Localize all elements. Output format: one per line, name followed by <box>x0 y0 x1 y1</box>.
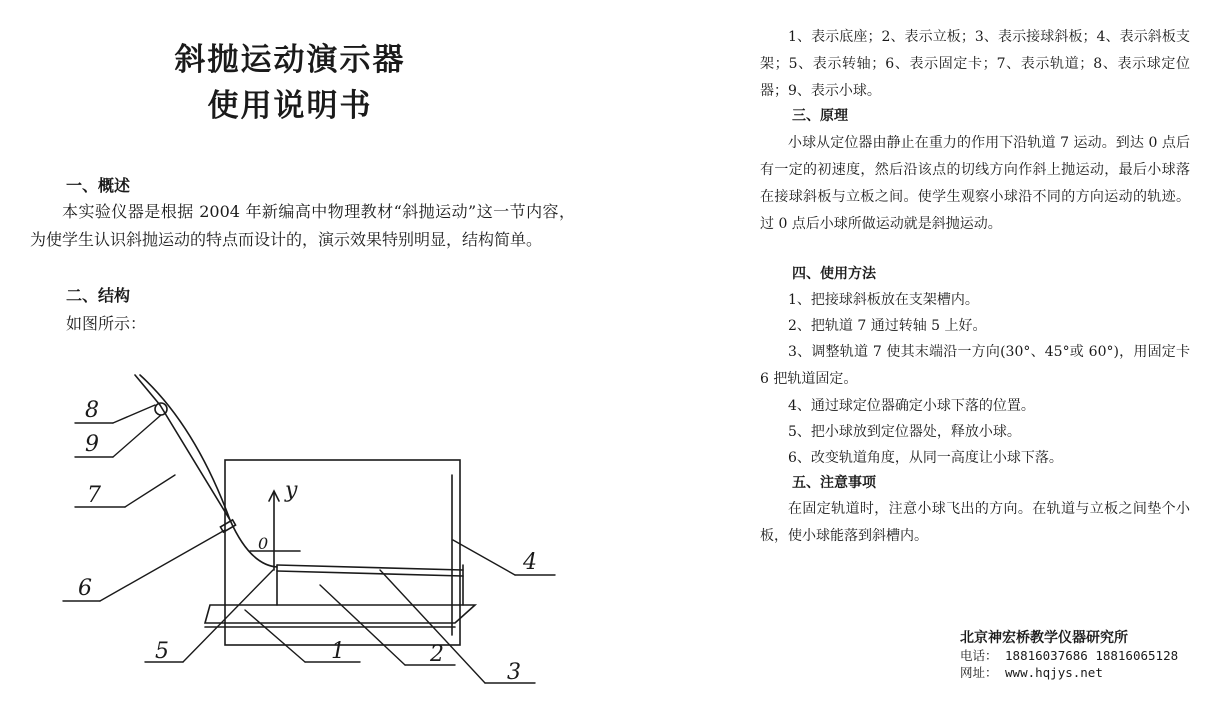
publisher-phone: 电话： 18816037686 18816065128 <box>960 648 1179 663</box>
principle-text: 小球从定位器由静止在重力的作用下沿轨道 7 运动。到达 0 点后有一定的初速度，然后沿该点的切线方向作斜上抛运动，最后小球落在接球斜板与立板之间。使学生观察小球沿不同的方向运动的轨迹。过 0 点后小球所做运动就是斜抛运动。 <box>760 135 1190 232</box>
usage-step: 5、把小球放到定位器处，释放小球。 <box>788 424 1021 440</box>
leader-lines <box>63 405 555 683</box>
principle-heading: 三、原理 <box>792 108 848 124</box>
usage-step: 1、把接球斜板放在支架槽内。 <box>788 292 979 308</box>
notes-heading: 五、注意事项 <box>792 475 876 491</box>
structure-diagram <box>45 365 565 695</box>
usage-step: 2、把轨道 7 通过转轴 5 上好。 <box>788 318 987 334</box>
usage-step: 3、调整轨道 7 使其末端沿一方向(30°、45°或 60°)，用固定卡 6 把轨道固定。 <box>760 344 1190 387</box>
overview-heading: 一、概述 <box>66 176 131 195</box>
label-9: 9 <box>85 432 99 457</box>
label-7: 7 <box>87 483 101 508</box>
label-8: 8 <box>85 398 99 423</box>
base-plate <box>205 605 475 627</box>
left-page <box>0 0 600 714</box>
notes-text: 在固定轨道时，注意小球飞出的方向。在轨道与立板之间垫个小板，使小球能落到斜槽内。 <box>760 501 1190 544</box>
publisher-footer <box>960 630 1220 681</box>
label-2: 2 <box>430 642 444 667</box>
label-4: 4 <box>523 550 537 575</box>
slope-board <box>277 565 463 605</box>
usage-step: 4、通过球定位器确定小球下落的位置。 <box>788 398 1035 414</box>
overview-text: 本实验仪器是根据 2004 年新编高中物理教材“斜抛运动”这一节内容，为使学生认识斜抛运动的特点而设计的，演示效果特别明显，结构简单。 <box>30 202 575 249</box>
label-3: 3 <box>507 660 521 685</box>
fixing-clip <box>220 520 235 532</box>
right-page <box>600 0 1231 714</box>
label-5: 5 <box>155 639 169 664</box>
structure-heading: 二、结构 <box>66 286 131 305</box>
usage-step: 6、改变轨道角度，从同一高度让小球下落。 <box>788 450 1063 466</box>
ball-locator <box>155 403 167 415</box>
publisher-name: 北京神宏桥教学仪器研究所 <box>960 630 1128 646</box>
publisher-website: 网址： www.hqjys.net <box>960 665 1103 680</box>
track <box>135 375 277 567</box>
axis-y-label: y <box>285 478 298 503</box>
origin-label: 0 <box>258 534 269 553</box>
title-line-1: 斜抛运动演示器 <box>174 42 406 78</box>
title-line-2: 使用说明书 <box>207 88 373 124</box>
structure-text: 如图所示： <box>66 314 147 333</box>
usage-heading: 四、使用方法 <box>792 266 876 282</box>
legend-text: 1、表示底座；2、表示立板；3、表示接球斜板；4、表示斜板支架；5、表示转轴；6、表示固定卡；7、表示轨道；8、表示球定位器；9、表示小球。 <box>760 29 1190 99</box>
label-1: 1 <box>331 639 345 664</box>
label-6: 6 <box>78 576 92 601</box>
